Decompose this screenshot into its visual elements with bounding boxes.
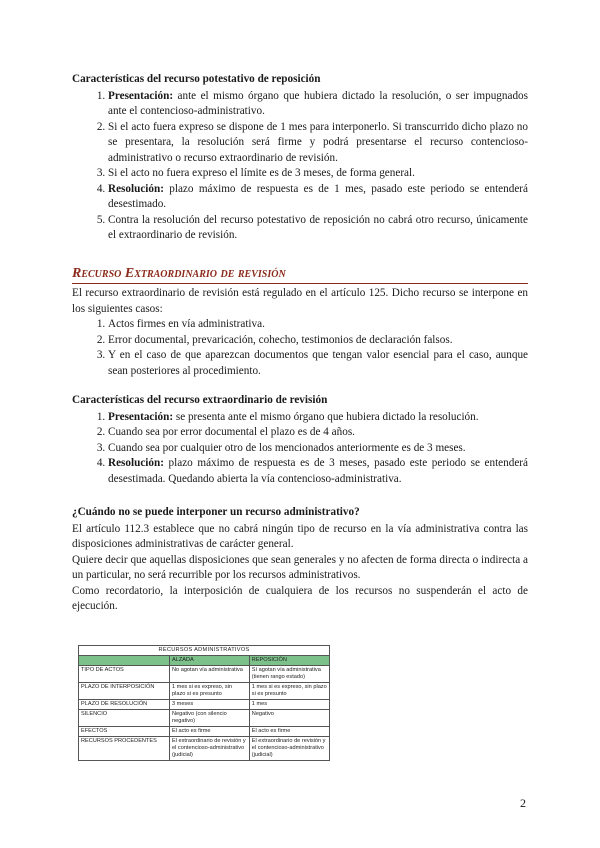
table-header-row — [79, 656, 330, 666]
list-item: 3. Y en el caso de que aparezcan documentos que tengan valor esencial para el caso, aunque sean posteriores al procedimiento. — [108, 348, 528, 379]
table-row — [79, 737, 330, 761]
list-item: 3. Cuando sea por cualquier otro de los mencionados anteriormente es de 3 meses. — [108, 441, 528, 457]
table-row — [79, 727, 330, 737]
list-item: 5. Contra la resolución del recurso potestativo de reposición no cabrá otro recurso, únicamente el extraordinario de revisión. — [108, 213, 528, 244]
table-cell: SILENCIO — [79, 710, 170, 727]
table-cell: Sí agotan vía administrativa (tienen rango estado) — [249, 666, 329, 683]
paragraph: Quiere decir que aquellas disposiciones que sean generales y no afecten de forma directa o indirecta a un particular, no será recurrible por los recursos administrativos. — [72, 553, 528, 581]
list-item: 1. Actos firmes en vía administrativa. — [108, 317, 528, 333]
table-header-cell: REPOSICIÓN — [249, 656, 329, 666]
caracteristicas-extra-heading: Características del recurso extraordinario de revisión — [72, 394, 328, 406]
table-title: RECURSOS ADMINISTRATIVOS — [79, 646, 330, 656]
table-row — [79, 666, 330, 683]
reposicion-heading: Características del recurso potestativo de reposición — [72, 73, 321, 85]
paragraph: Como recordatorio, la interposición de cualquiera de los recursos no suspenderán el acto de ejecución. — [72, 584, 528, 612]
caracteristicas-extra-section — [72, 393, 528, 487]
section-title: Recurso Extraordinario de revisión — [72, 266, 528, 284]
table-cell: El acto es firme — [249, 727, 329, 737]
list-item: 4. Resolución: plazo máximo de respuesta es de 3 meses, pasado este periodo se entenderá desestimada. Quedando abierta la vía contencioso-administrativa. — [108, 456, 528, 487]
table-header-cell: ALZADA — [170, 656, 250, 666]
list-item: 4. Resolución: plazo máximo de respuesta es de 1 mes, pasado este periodo se entenderá desestimado. — [108, 182, 528, 213]
table-row — [79, 683, 330, 700]
reposicion-list — [72, 89, 528, 244]
table-cell: El extraordinario de revisión y el contencioso-administrativo (judicial) — [249, 737, 329, 761]
recursos-table — [78, 645, 330, 761]
list-item: 2. Error documental, prevaricación, cohecho, testimonios de declaración falsos. — [108, 333, 528, 349]
caracteristicas-extra-list — [72, 410, 528, 488]
table-row — [79, 710, 330, 727]
table-cell: 1 mes si es expreso, sin plazo si es presunto — [249, 683, 329, 700]
table-cell: 1 mes si es expreso, sin plazo si es presunto — [170, 683, 250, 700]
cuando-heading: ¿Cuándo no se puede interponer un recurso administrativo? — [72, 506, 360, 518]
table-cell: EFECTOS — [79, 727, 170, 737]
list-item: 3. Si el acto no fuera expreso el límite es de 3 meses, de forma general. — [108, 166, 528, 182]
reposicion-section — [72, 72, 528, 244]
extraordinario-section — [72, 266, 528, 379]
table-cell: No agotan vía administrativa — [170, 666, 250, 683]
table-cell: 3 meses — [170, 700, 250, 710]
table-cell: 1 mes — [249, 700, 329, 710]
table-cell: TIPO DE ACTOS — [79, 666, 170, 683]
cuando-section — [72, 505, 528, 615]
page-number: 2 — [520, 796, 526, 810]
table-cell: PLAZO DE INTERPOSICIÓN — [79, 683, 170, 700]
table-cell: El extraordinario de revisión y el contencioso-administrativo (judicial) — [170, 737, 250, 761]
table-cell: Negativo (con silencio negativo) — [170, 710, 250, 727]
paragraph: El artículo 112.3 establece que no cabrá ningún tipo de recurso en la vía administrativa contra las disposiciones administrativas de carácter general. — [72, 522, 528, 550]
extraordinario-list — [72, 317, 528, 379]
table-header-cell — [79, 656, 170, 666]
table-cell: Negativo — [249, 710, 329, 727]
list-item: 2. Si el acto fuera expreso se dispone de 1 mes para interponerlo. Si transcurrido dicho plazo no se presentara, la resolución será firme y podrá presentarse el recurso contencioso-administrativo o recurso extraordinario de revisión. — [108, 120, 528, 167]
list-item: 1. Presentación: ante el mismo órgano que hubiera dictado la resolución, o ser impugnados ante el contencioso-administrativo. — [108, 89, 528, 120]
table-cell: RECURSOS PROCEDENTES — [79, 737, 170, 761]
list-item: 1. Presentación: se presenta ante el mismo órgano que hubiera dictado la resolución. — [108, 410, 528, 426]
table-title-row — [79, 646, 330, 656]
table-cell: El acto es firme — [170, 727, 250, 737]
table-cell: PLAZO DE RESOLUCIÓN — [79, 700, 170, 710]
extraordinario-intro: El recurso extraordinario de revisión está regulado en el artículo 125. Dicho recurso se interpone en los siguientes casos: — [72, 287, 528, 315]
table-row — [79, 700, 330, 710]
list-item: 2. Cuando sea por error documental el plazo es de 4 años. — [108, 425, 528, 441]
